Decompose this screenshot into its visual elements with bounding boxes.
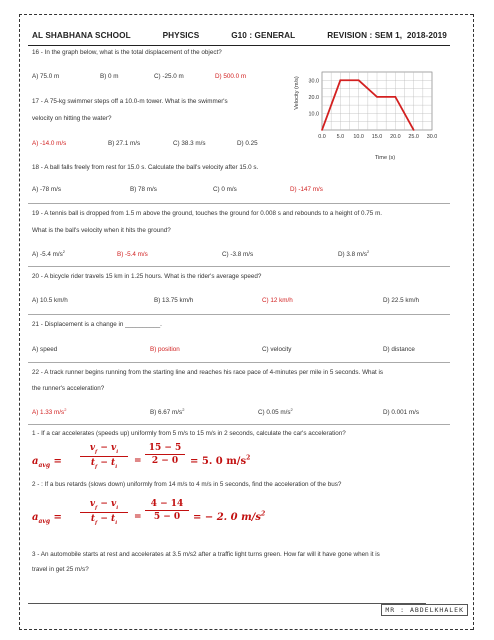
- q22-text-line2: the runner's acceleration?: [32, 385, 105, 392]
- x-tick-label: 0.0: [318, 134, 326, 140]
- problem3-text-line2: travel in get 25 m/s?: [32, 566, 89, 573]
- y-tick-label: 20.0: [308, 94, 319, 101]
- divider: [28, 266, 450, 267]
- p1-formula-fraction: $v_f - v_i$ $t_f - t_i$: [80, 443, 128, 470]
- p2-result: = − 2. 0 $m/s^2$: [193, 510, 266, 523]
- y-axis-label: Velocity (m/s): [294, 76, 300, 110]
- velocity-time-graph: [290, 58, 450, 162]
- p1-equals: =: [134, 456, 142, 466]
- dashed-border-bottom: [19, 629, 473, 630]
- q19-option-a: A) -5.4 $m/s^2$: [32, 248, 66, 258]
- x-tick-label: 5.0: [336, 134, 345, 140]
- q18-option-c: C) 0 m/s: [213, 186, 237, 193]
- subject: PHYSICS: [162, 31, 200, 40]
- q19-option-d: D) 3.8 $m/s^2$: [338, 248, 370, 258]
- q22-option-a: A) 1.33 $m/s^2$: [32, 406, 67, 416]
- divider: [28, 362, 450, 363]
- y-tick-label: 30.0: [308, 78, 319, 85]
- q21-option-a: A) speed: [32, 346, 58, 353]
- q17-option-b: B) 27.1 m/s: [108, 140, 141, 147]
- teacher-signature: MR : ABDELKHALEK: [381, 604, 468, 616]
- problem3-text-line1: 3 - An automobile starts at rest and accelerates at 3.5 m/s2 after a traffic light turns green. How far will it have gone when it is: [32, 551, 380, 558]
- q20-option-a: A) 10.5 km/h: [32, 297, 68, 304]
- school-name: AL SHABHANA SCHOOL: [32, 31, 131, 40]
- p2-lhs: $a_{avg}$ =: [32, 512, 62, 525]
- dashed-border-right: [473, 14, 474, 630]
- q18-text: 18 - A ball falls freely from rest for 15.0 s. Calculate the ball's velocity after 15.0 s.: [32, 164, 259, 171]
- q21-option-c: C) velocity: [262, 346, 292, 353]
- q21-option-d: D) distance: [383, 346, 415, 353]
- revision-label: REVISION : SEM 1, 2018-2019: [327, 31, 447, 40]
- dashed-border-left: [19, 14, 20, 630]
- q20-option-c: C) 12 km/h: [262, 297, 293, 304]
- q20-text: 20 - A bicycle rider travels 15 km in 1.25 hours. What is the rider's average speed?: [32, 273, 262, 280]
- divider: [28, 314, 450, 315]
- q21-text: 21 - Displacement is a change in __________.: [32, 321, 162, 328]
- q17-text-line1: 17 - A 75-kg swimmer steps off a 10.0-m tower. What is the swimmer's: [32, 98, 228, 105]
- q18-option-d: D) -147 m/s: [290, 186, 323, 193]
- q17-option-d: D) 0.25: [237, 140, 258, 147]
- p2-formula-fraction: $v_f - v_i$ $t_f - t_i$: [80, 499, 128, 526]
- p2-equals: =: [134, 512, 142, 522]
- x-axis-label: Time (s): [374, 155, 396, 161]
- q20-option-d: D) 22.5 km/h: [383, 297, 420, 304]
- graph-grid: [322, 72, 432, 130]
- grade: G10 : GENERAL: [231, 31, 296, 40]
- x-tick-label: 20.0: [390, 134, 401, 140]
- q16-option-d: D) 500.0 m: [215, 73, 247, 80]
- problem1-text: 1 - If a car accelerates (speeds up) uniformly from 5 m/s to 15 m/s in 2 seconds, calculate the car's acceleration?: [32, 430, 346, 437]
- q19-option-b: B) -5.4 m/s: [117, 251, 148, 258]
- q18-option-b: B) 78 m/s: [130, 186, 157, 193]
- q22-option-b: B) 6.67 $m/s^2$: [150, 406, 185, 416]
- q22-option-d: D) 0.001 m/s: [383, 409, 420, 416]
- q21-option-b: B) position: [150, 346, 180, 353]
- q16-option-b: B) 0 m: [100, 73, 119, 80]
- q16-option-c: C) -25.0 m: [154, 73, 184, 80]
- q20-option-b: B) 13.75 km/h: [154, 297, 194, 304]
- dashed-border-top: [19, 14, 473, 15]
- q18-option-a: A) -78 m/s: [32, 186, 62, 193]
- x-tick-label: 10.0: [353, 134, 364, 140]
- q17-option-c: C) 38.3 m/s: [173, 140, 206, 147]
- x-tick-label: 15.0: [371, 134, 383, 140]
- footer-rule: [28, 603, 426, 604]
- q16-text: 16 - In the graph below, what is the total displacement of the object?: [32, 49, 222, 56]
- p1-lhs: $a_{avg}$ =: [32, 456, 62, 469]
- p2-values-fraction: 4 − 14 5 − 0: [145, 499, 189, 522]
- q17-option-a: A) -14.0 m/s: [32, 140, 67, 147]
- divider: [28, 424, 450, 425]
- p1-values-fraction: 15 − 5 2 − 0: [145, 443, 185, 466]
- divider: [28, 203, 450, 204]
- x-tick-label: 30.0: [426, 134, 438, 140]
- q16-option-a: A) 75.0 m: [32, 73, 60, 80]
- p1-result: = 5. 0 $m/s^2$: [190, 454, 251, 467]
- x-tick-label: 25.0: [408, 134, 419, 140]
- q19-option-c: C) -3.8 m/s: [222, 251, 254, 258]
- header-rule: [28, 45, 450, 46]
- y-tick-label: 10.0: [308, 111, 319, 118]
- q22-option-c: C) 0.05 $m/s^2$: [258, 406, 293, 416]
- q17-text-line2: velocity on hitting the water?: [32, 115, 112, 122]
- page-header: [32, 31, 447, 40]
- q19-text-line1: 19 - A tennis ball is dropped from 1.5 m above the ground, touches the ground for 0.008 s and rebounds to a height of 0.75 m.: [32, 210, 383, 217]
- problem2-text: 2 - : If a bus retards (slows down) uniformly from 14 m/s to 4 m/s in 5 seconds, find the acceleration of the bus?: [32, 481, 342, 488]
- q22-text-line1: 22 - A track runner begins running from the starting line and reaches his race pace of 4-minutes per mile in 5 seconds. What is: [32, 369, 384, 376]
- q19-text-line2: What is the ball's velocity when it hits the ground?: [32, 227, 171, 234]
